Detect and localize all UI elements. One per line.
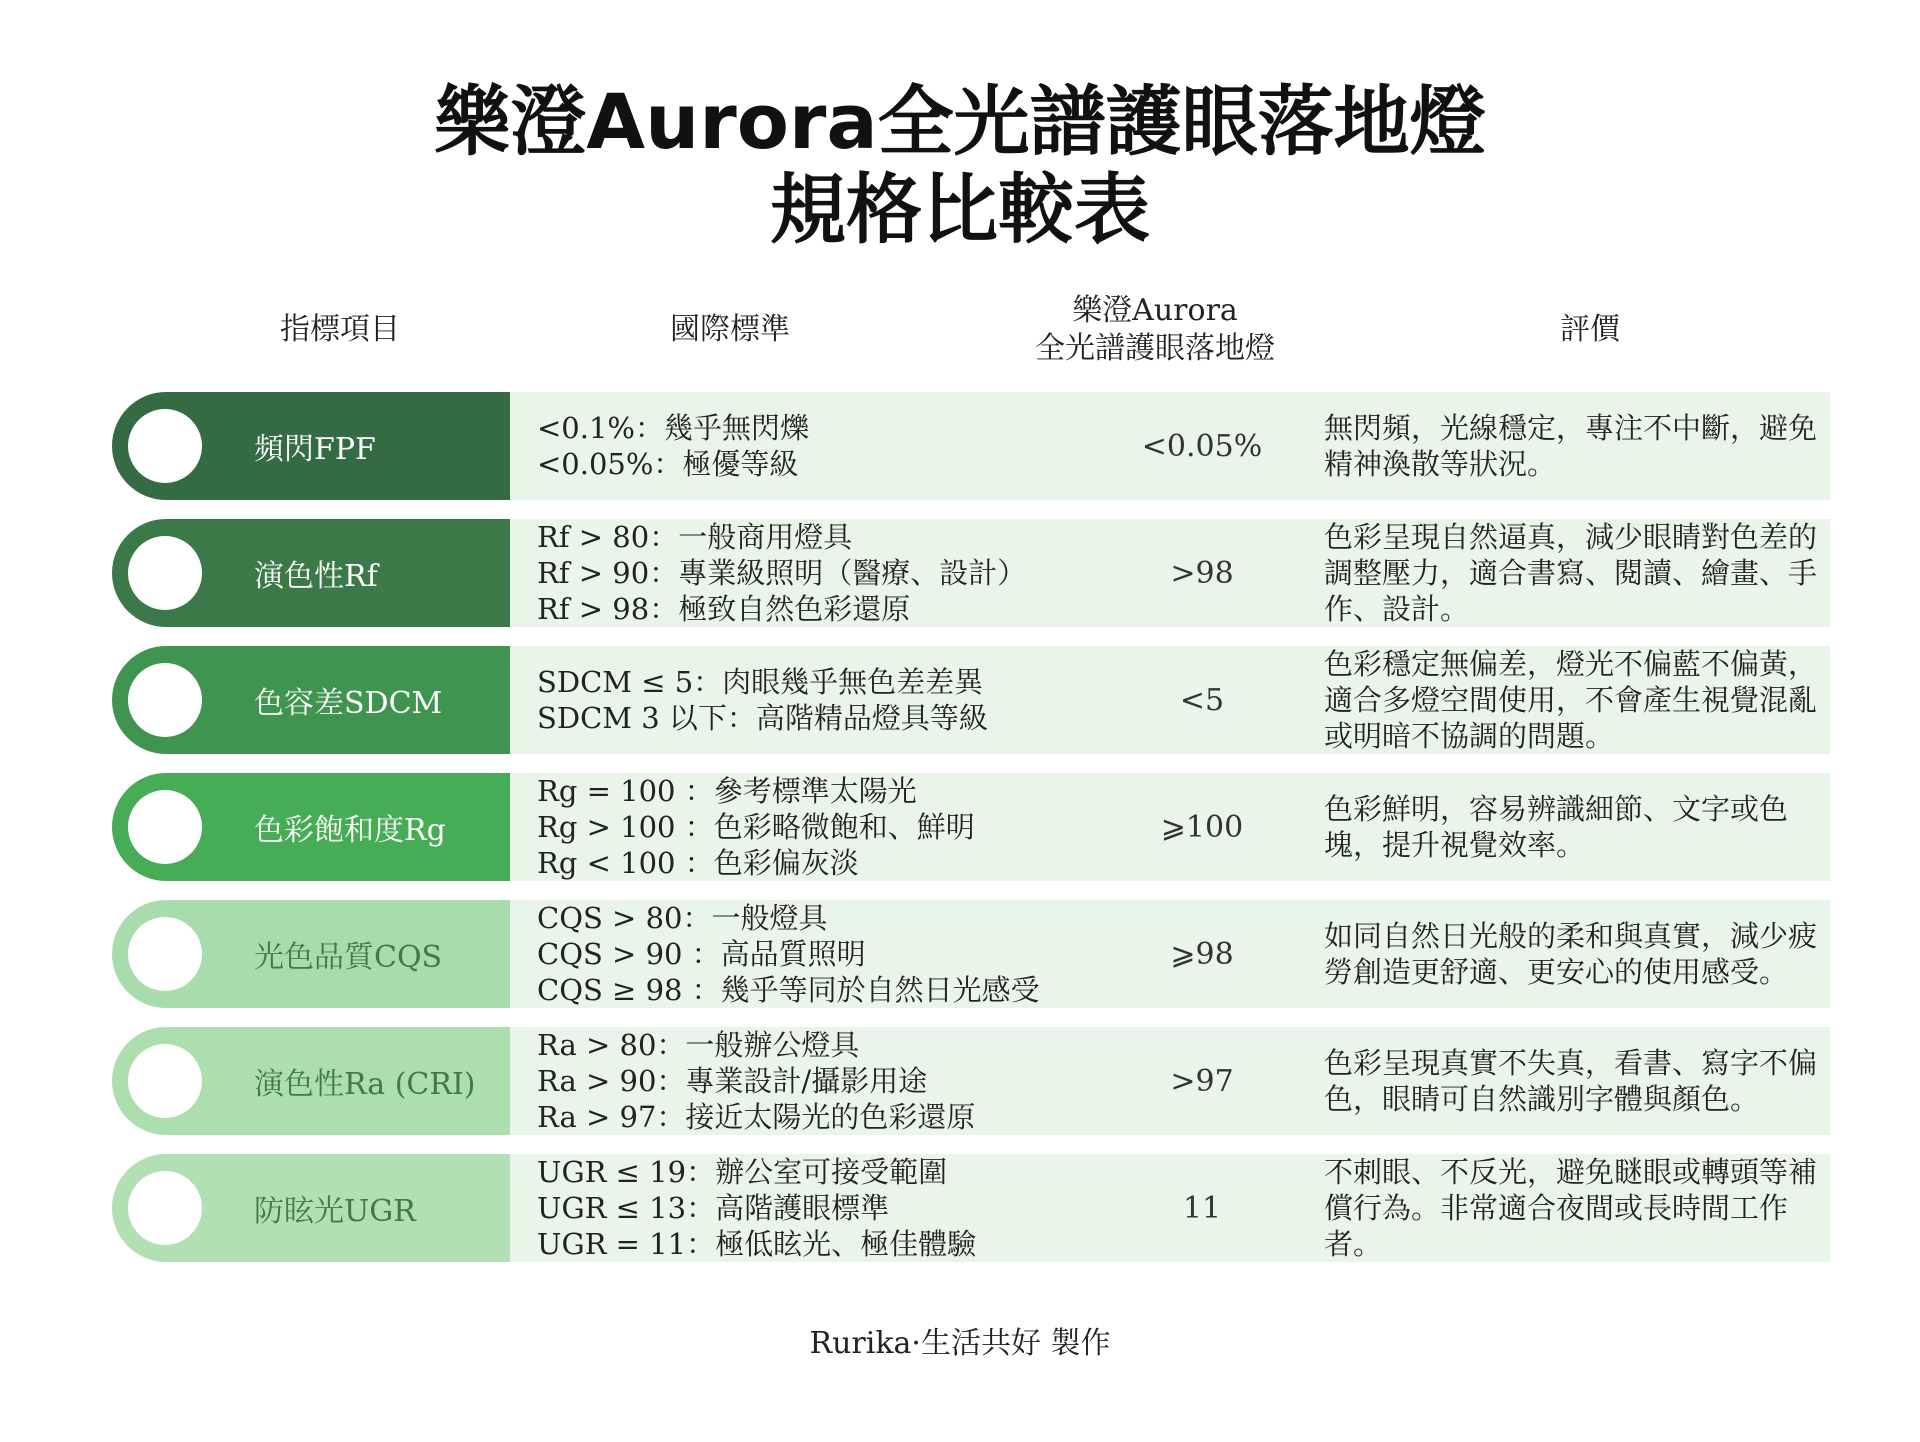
table-row	[112, 1027, 1830, 1135]
circle-icon	[128, 790, 202, 864]
standard-line: CQS > 90 ：高品質照明	[537, 937, 866, 971]
indicator-label: 色容差SDCM	[254, 686, 443, 721]
indicator-pill	[112, 900, 510, 1008]
standard-line: <0.1%：幾乎無閃爍	[537, 411, 809, 445]
standard-line: UGR ≤ 13：高階護眼標準	[537, 1191, 890, 1225]
indicator-pill	[112, 1154, 510, 1262]
evaluation-text: 色彩穩定無偏差，燈光不偏藍不偏黃，適合多燈空間使用，不會產生視覺混亂或明暗不協調的問題。	[1324, 647, 1818, 753]
indicator-label: 光色品質CQS	[254, 940, 443, 975]
product-value: <0.05%	[1141, 428, 1263, 464]
standard-line: CQS > 80：一般燈具	[537, 901, 828, 935]
standard-line: Ra > 90：專業設計/攝影用途	[537, 1064, 928, 1098]
indicator-pill	[112, 392, 510, 500]
title-line-2: 規格比較表	[770, 165, 1150, 254]
indicator-label: 演色性Rf	[254, 559, 378, 594]
circle-icon	[128, 663, 202, 737]
standard-line: Rf > 90：專業級照明（醫療、設計）	[537, 556, 1027, 590]
header-evaluation: 評價	[1560, 312, 1620, 347]
product-value: ⩾98	[1170, 936, 1234, 972]
circle-icon	[128, 917, 202, 991]
standard-line: Rf > 98：極致自然色彩還原	[537, 592, 911, 626]
footer-credit: Rurika·生活共好 製作	[809, 1326, 1111, 1361]
header-product-line-1: 樂澄Aurora	[1072, 293, 1238, 328]
table-row	[112, 900, 1830, 1008]
table-row	[112, 519, 1830, 627]
standard-line: CQS ≥ 98 ：幾乎等同於自然日光感受	[537, 973, 1040, 1007]
evaluation-text: 色彩呈現自然逼真，減少眼睛對色差的調整壓力，適合書寫、閱讀、繪畫、手作、設計。	[1324, 520, 1818, 626]
standard-line: Rg = 100 ：參考標準太陽光	[537, 774, 917, 808]
table-row	[112, 646, 1830, 754]
standard-line: UGR = 11：極低眩光、極佳體驗	[537, 1227, 977, 1261]
header-indicator: 指標項目	[280, 312, 400, 347]
standard-list	[537, 773, 1137, 881]
table-row	[112, 773, 1830, 881]
standard-list	[537, 392, 1137, 500]
indicator-label: 演色性Ra (CRI)	[254, 1067, 476, 1102]
evaluation-text: 色彩呈現真實不失真，看書、寫字不偏色，眼睛可自然識別字體與顏色。	[1324, 1046, 1818, 1116]
product-value: >97	[1170, 1063, 1234, 1099]
standard-line: UGR ≤ 19：辦公室可接受範圍	[537, 1155, 948, 1189]
standard-list	[537, 1154, 1137, 1262]
product-value: >98	[1170, 555, 1234, 591]
standard-line: SDCM 3 以下：高階精品燈具等級	[537, 701, 988, 735]
evaluation-text: 不刺眼、不反光，避免瞇眼或轉頭等補償行為。非常適合夜間或長時間工作者。	[1324, 1155, 1818, 1261]
circle-icon	[128, 536, 202, 610]
standard-line: Ra > 97：接近太陽光的色彩還原	[537, 1100, 976, 1134]
standard-line: Rg > 100 ：色彩略微飽和、鮮明	[537, 810, 975, 844]
indicator-pill	[112, 773, 510, 881]
circle-icon	[128, 1044, 202, 1118]
indicator-pill	[112, 519, 510, 627]
table-row	[112, 1154, 1830, 1262]
standard-list	[537, 646, 1137, 754]
header-product-line-2: 全光譜護眼落地燈	[1035, 331, 1275, 366]
indicator-pill	[112, 1027, 510, 1135]
table-row	[112, 392, 1830, 500]
standard-line: <0.05%：極優等級	[537, 447, 799, 481]
evaluation-text: 色彩鮮明，容易辨識細節、文字或色塊，提升視覺效率。	[1324, 792, 1789, 862]
standard-line: SDCM ≤ 5：肉眼幾乎無色差差異	[537, 665, 984, 699]
standard-list	[537, 900, 1137, 1008]
standard-line: Rg < 100 ：色彩偏灰淡	[537, 846, 859, 880]
page-title	[0, 78, 1920, 254]
header-product	[990, 285, 1320, 375]
circle-icon	[128, 409, 202, 483]
evaluation-text: 無閃頻，光線穩定，專注不中斷，避免精神渙散等狀況。	[1324, 411, 1818, 481]
product-value: ⩾100	[1160, 809, 1244, 845]
product-value: <5	[1179, 682, 1225, 718]
title-line-1: 樂澄Aurora全光譜護眼落地燈	[434, 77, 1486, 166]
evaluation-text: 如同自然日光般的柔和與真實，減少疲勞創造更舒適、更安心的使用感受。	[1324, 919, 1818, 989]
header-standard: 國際標準	[670, 312, 790, 347]
circle-icon	[128, 1171, 202, 1245]
standard-line: Rf > 80：一般商用燈具	[537, 520, 853, 554]
indicator-label: 防眩光UGR	[254, 1194, 416, 1229]
standard-line: Ra > 80：一般辦公燈具	[537, 1028, 860, 1062]
standard-list	[537, 1027, 1137, 1135]
indicator-pill	[112, 646, 510, 754]
standard-list	[537, 519, 1137, 627]
indicator-label: 色彩飽和度Rg	[254, 813, 446, 848]
product-value: 11	[1182, 1190, 1222, 1226]
indicator-label: 頻閃FPF	[254, 432, 376, 467]
